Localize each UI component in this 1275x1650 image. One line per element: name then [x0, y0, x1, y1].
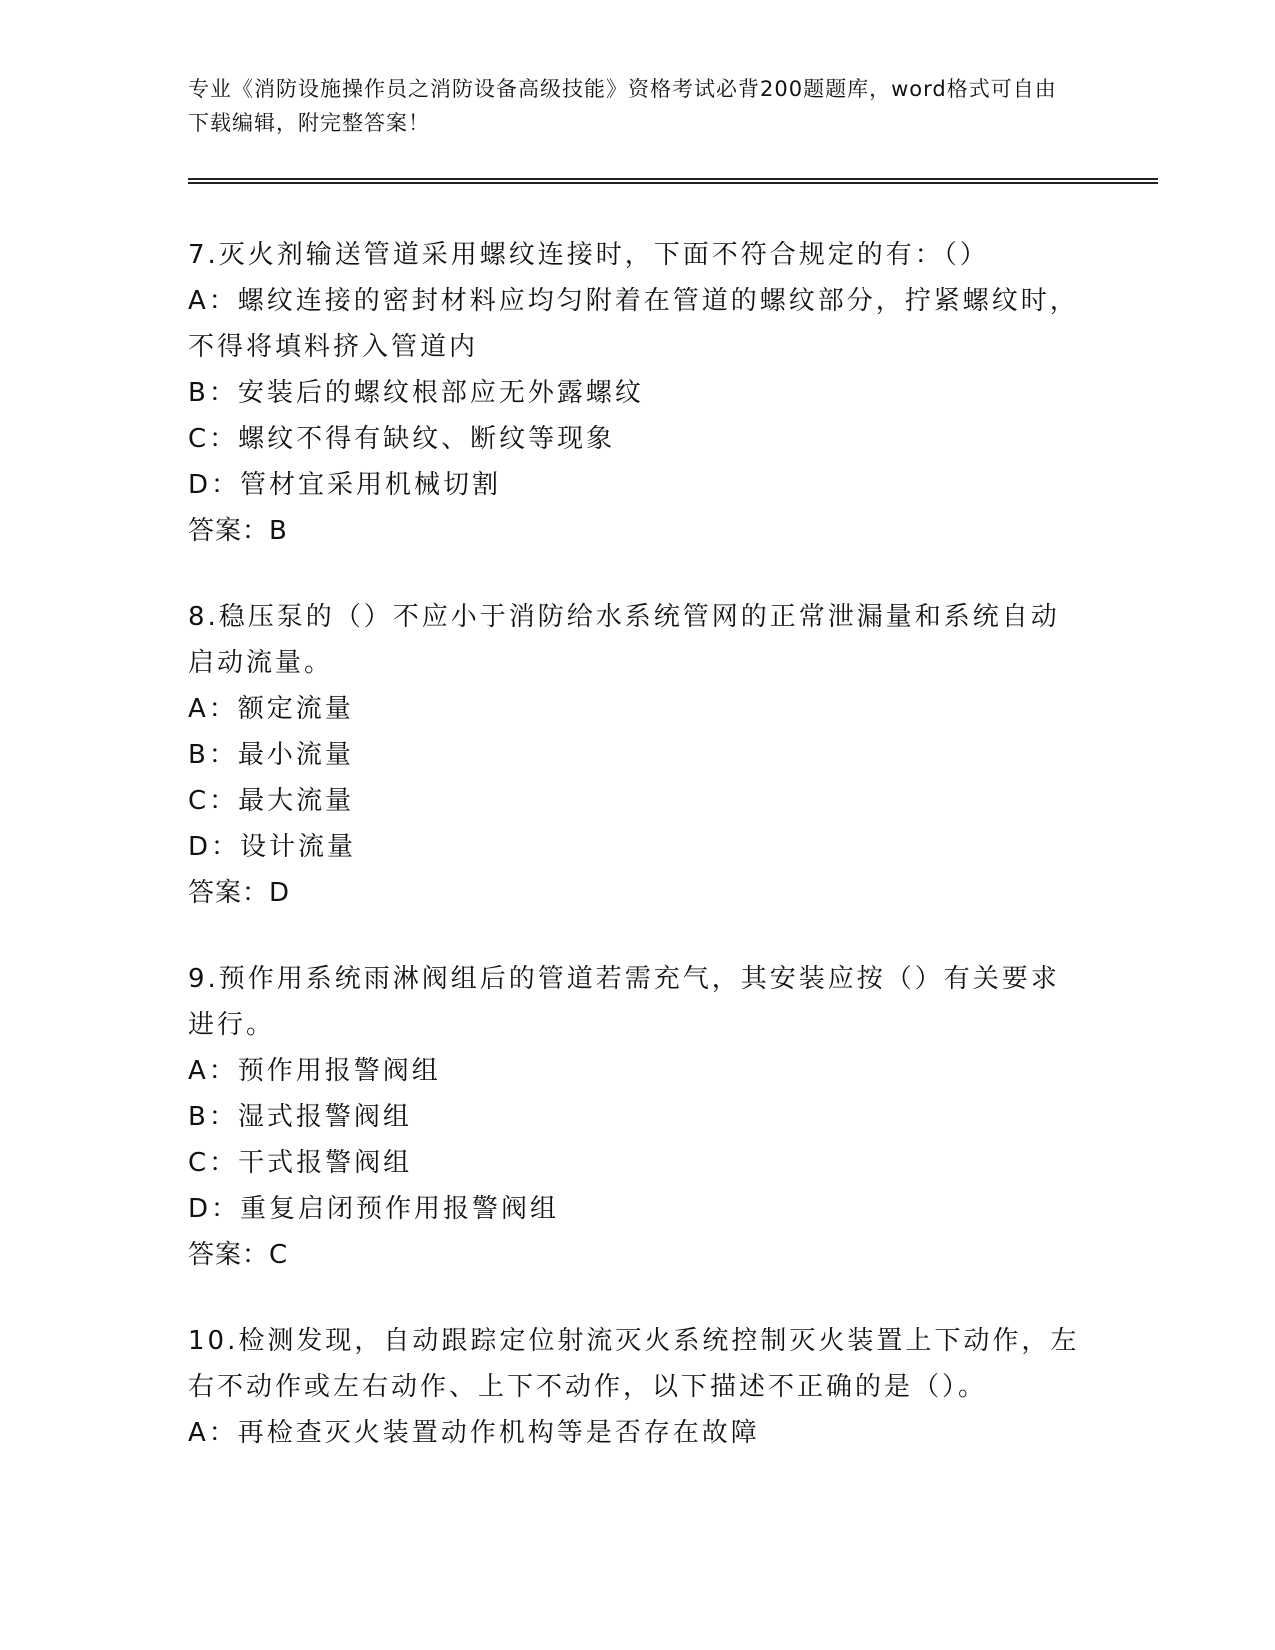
question-8 [188, 594, 1088, 916]
option-c: C：螺纹不得有缺纹、断纹等现象 [188, 424, 616, 454]
option-a: A：额定流量 [188, 694, 354, 724]
option-a: A：预作用报警阀组 [188, 1056, 441, 1086]
option-c: C：干式报警阀组 [188, 1148, 413, 1178]
option-a: A：螺纹连接的密封材料应均匀附着在管道的螺纹部分，拧紧螺纹时，不得将填料挤入管道内 [188, 286, 1079, 362]
question-list [188, 232, 1088, 1496]
answer: 答案：B [188, 516, 288, 546]
answer: 答案：C [188, 1240, 289, 1270]
header-divider [188, 178, 1158, 184]
option-d: D：设计流量 [188, 832, 357, 862]
option-a: A：再检查灭火装置动作机构等是否存在故障 [188, 1418, 760, 1448]
question-9 [188, 956, 1088, 1278]
option-c: C：最大流量 [188, 786, 355, 816]
answer: 答案：D [188, 878, 291, 908]
question-7 [188, 232, 1088, 554]
question-stem: 7.灭火剂输送管道采用螺纹连接时，下面不符合规定的有：（） [188, 240, 989, 270]
document-header: 专业《消防设施操作员之消防设备高级技能》资格考试必背200题题库，word格式可自由下载编辑，附完整答案！ [188, 77, 1057, 135]
option-d: D：管材宜采用机械切割 [188, 470, 502, 500]
question-stem: 8.稳压泵的（）不应小于消防给水系统管网的正常泄漏量和系统自动启动流量。 [188, 602, 1060, 678]
question-stem: 10.检测发现，自动跟踪定位射流灭火系统控制灭火装置上下动作，左右不动作或左右动作、上下不动作，以下描述不正确的是（）。 [188, 1326, 1080, 1402]
option-b: B：最小流量 [188, 740, 354, 770]
option-b: B：安装后的螺纹根部应无外露螺纹 [188, 378, 644, 408]
question-stem: 9.预作用系统雨淋阀组后的管道若需充气，其安装应按（）有关要求进行。 [188, 964, 1060, 1040]
question-10 [188, 1318, 1088, 1456]
option-d: D：重复启闭预作用报警阀组 [188, 1194, 560, 1224]
option-b: B：湿式报警阀组 [188, 1102, 412, 1132]
